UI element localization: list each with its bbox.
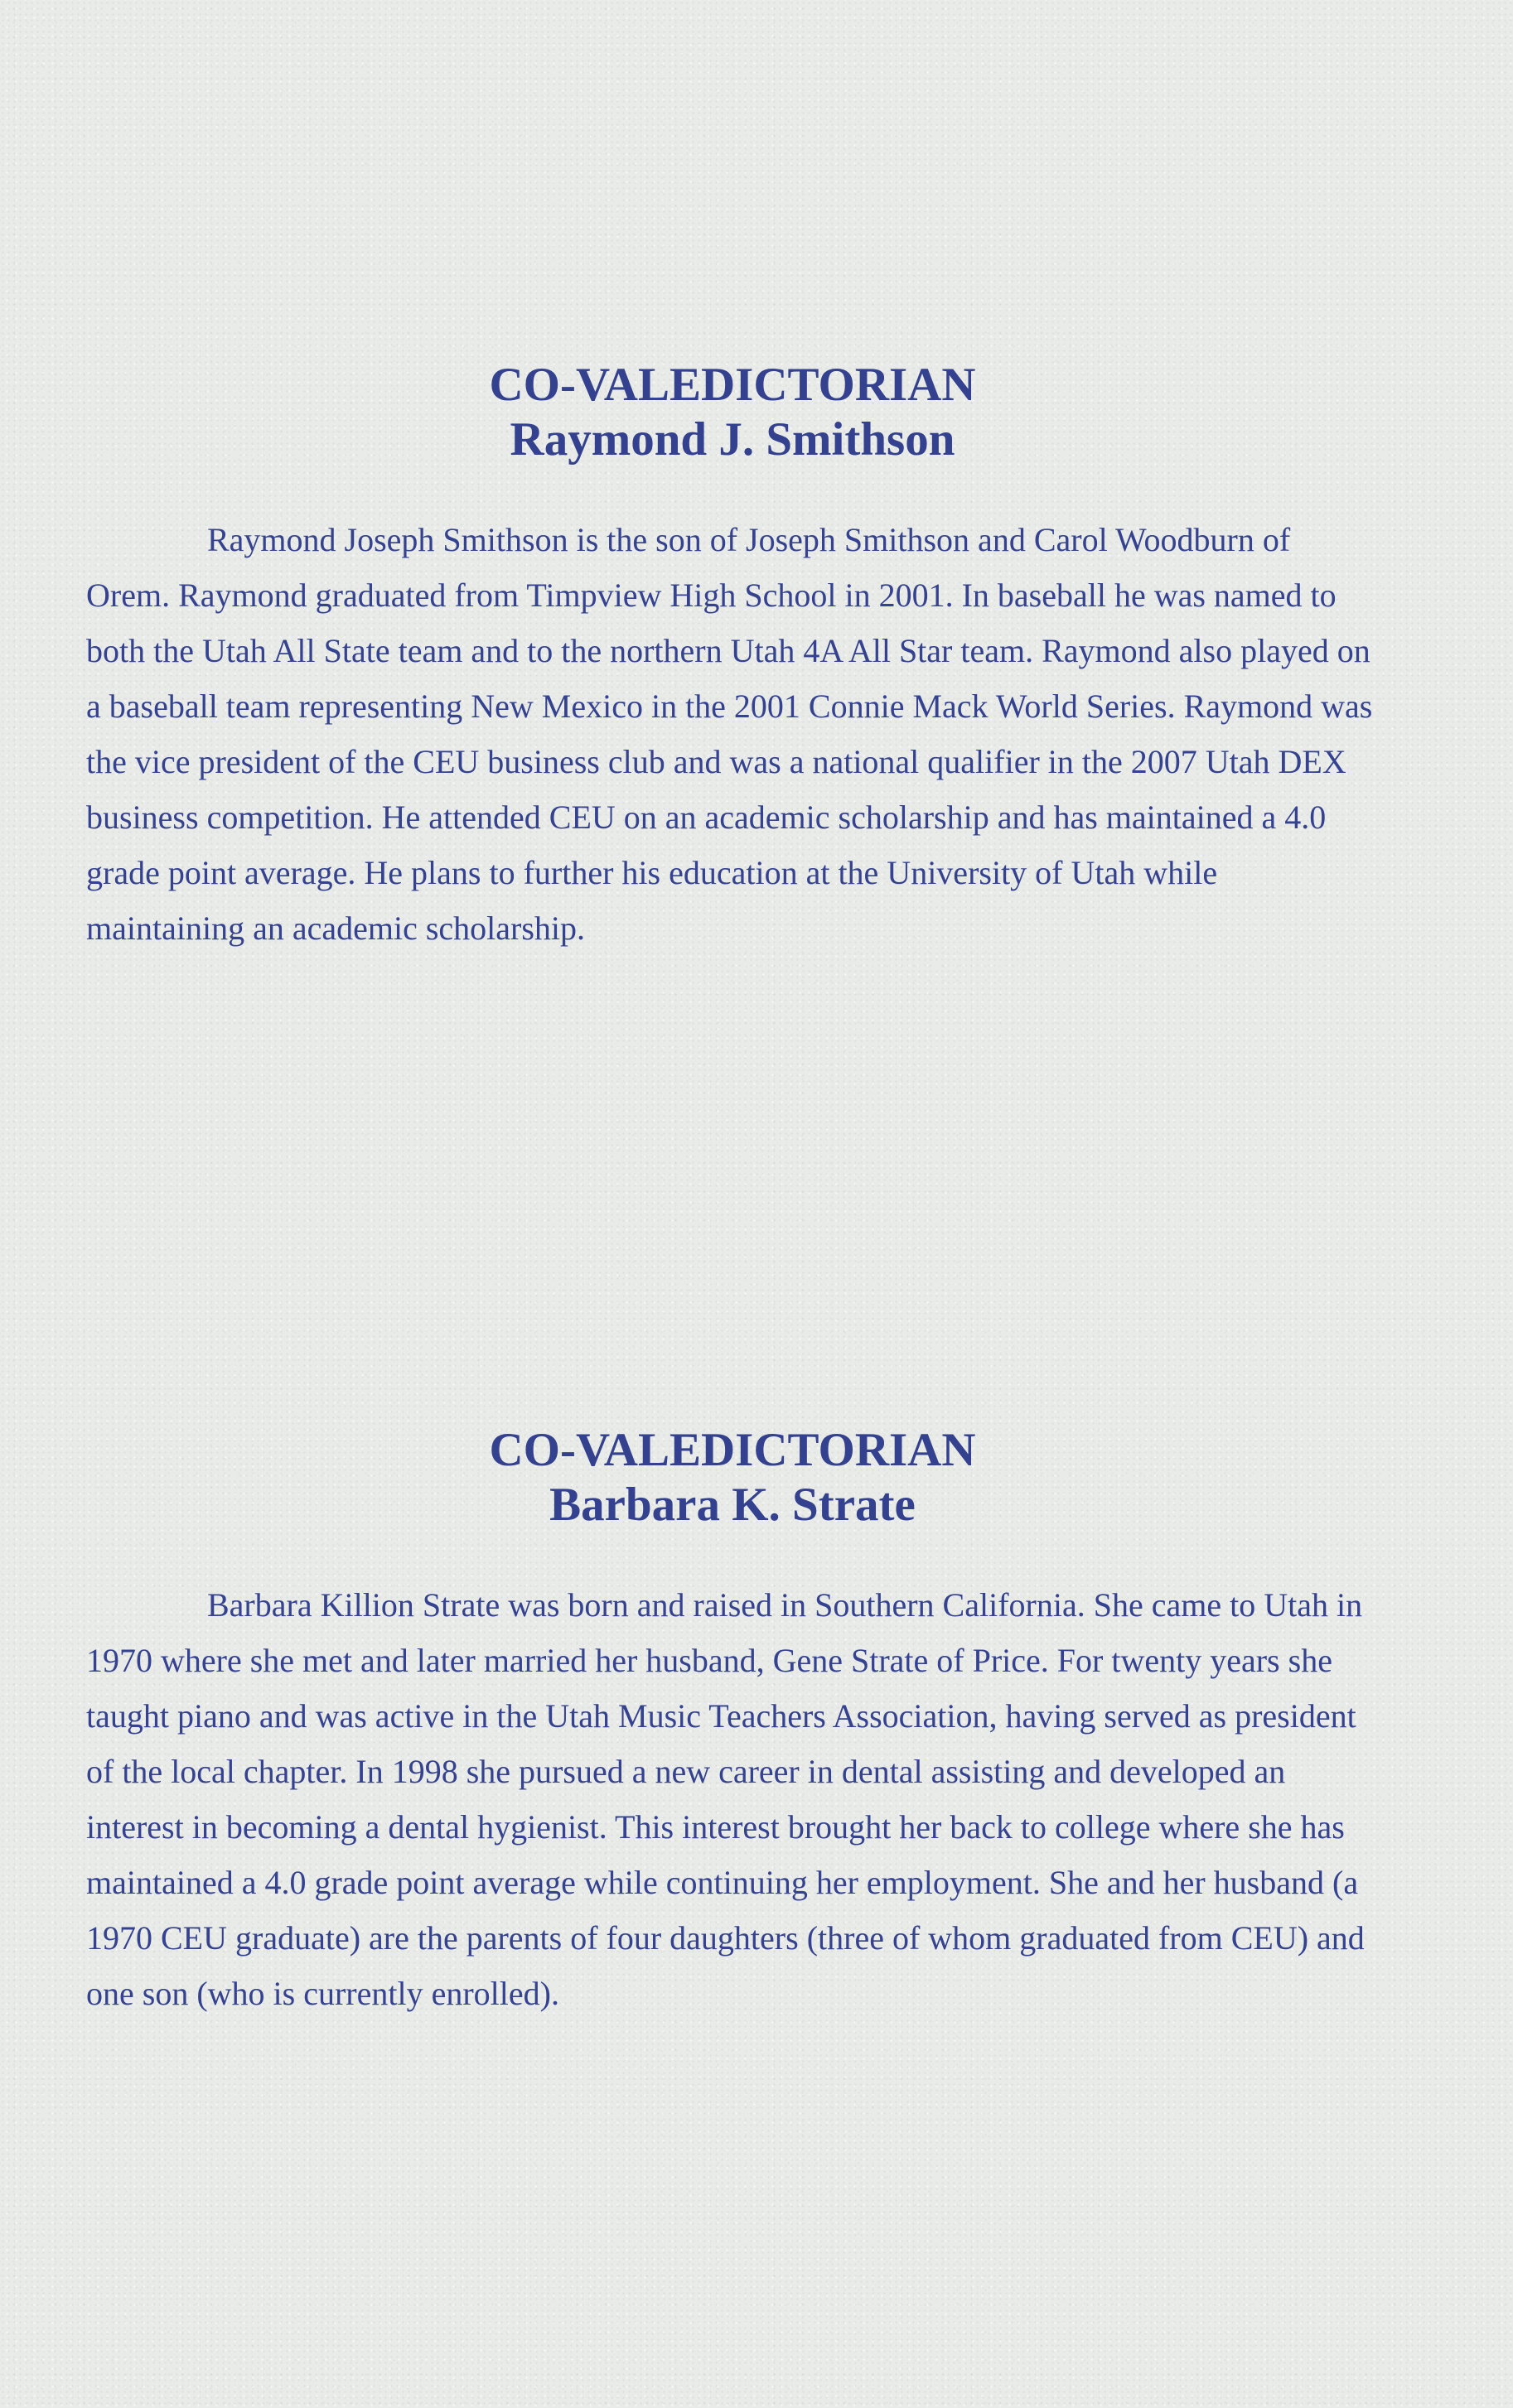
valedictorian-section-smithson	[86, 358, 1379, 956]
section-heading	[86, 358, 1379, 467]
honoree-bio: Barbara Killion Strate was born and raised in Southern California. She came to Utah in 1970 where she met and later married her husband, Gene Strate of Price. For twenty years she taught piano and was active in the Utah Music Teachers Association, having served as president of the local chapter. In 1998 she pursued a new career in dental assisting and developed an interest in becoming a dental hygienist. This interest brought her back to college where she has maintained a 4.0 grade point average while continuing her employment. She and her husband (a 1970 CEU graduate) are the parents of four daughters (three of whom graduated from CEU) and one son (who is currently enrolled).	[86, 1586, 1365, 2012]
valedictorian-section-strate	[86, 1423, 1379, 2021]
honoree-name: Raymond J. Smithson	[510, 413, 955, 466]
section-heading	[86, 1423, 1379, 1532]
honoree-bio: Raymond Joseph Smithson is the son of Joseph Smithson and Carol Woodburn of Orem. Raymond graduated from Timpview High School in 2001. In baseball he was named to both the Utah All State team and to the northern Utah 4A All Star team. Raymond also played on a baseball team representing New Mexico in the 2001 Connie Mack World Series. Raymond was the vice president of the CEU business club and was a national qualifier in the 2007 Utah DEX business competition. He attended CEU on an academic scholarship and has maintained a 4.0 grade point average. He plans to further his education at the University of Utah while maintaining an academic scholarship.	[86, 521, 1373, 947]
honoree-name: Barbara K. Strate	[549, 1479, 916, 1531]
section-title: CO-VALEDICTORIAN	[489, 1424, 976, 1476]
section-title: CO-VALEDICTORIAN	[489, 359, 976, 411]
